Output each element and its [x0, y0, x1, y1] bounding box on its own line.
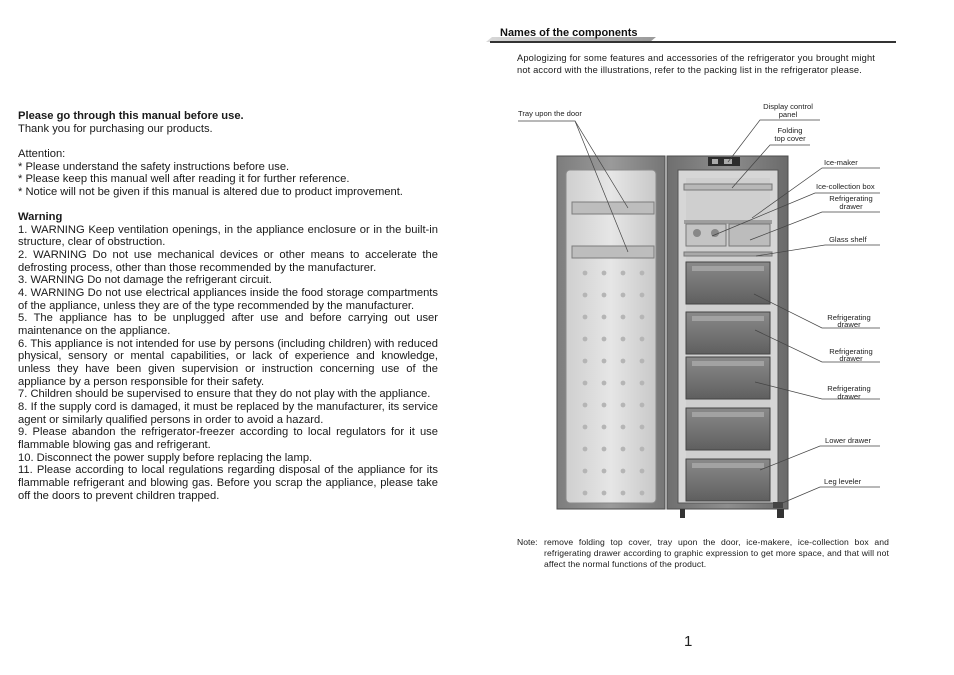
- apology-text: Apologizing for some features and accessories of the refrigerator you brought might not accord with the illustrations, refer to the packing list in the refrigerator please.: [517, 53, 875, 76]
- drawer-handle: [692, 361, 764, 366]
- door-liner-dot: [602, 293, 607, 298]
- label-refrig-drawer-4-line2: drawer: [837, 392, 861, 401]
- door-liner-dot: [583, 337, 588, 342]
- warning-item: 1. WARNING Keep ventilation openings, in the appliance enclosure or in the built-in structure, clear of obstruction.: [18, 223, 438, 249]
- door-liner-dot: [602, 359, 607, 364]
- door-liner-dot: [602, 337, 607, 342]
- drawer-handle: [692, 266, 764, 271]
- door-liner-dot: [621, 359, 626, 364]
- door-liner-dot: [621, 271, 626, 276]
- attention-item: * Notice will not be given if this manual is altered due to product improvement.: [18, 185, 403, 198]
- label-folding-line2: top cover: [774, 134, 806, 143]
- door-liner-dot: [640, 315, 645, 320]
- label-display-panel-line1: Display control: [763, 102, 813, 111]
- door-liner-dot: [583, 293, 588, 298]
- door-liner-dot: [621, 469, 626, 474]
- door-liner-dot: [640, 447, 645, 452]
- label-lower-drawer: Lower drawer: [825, 436, 872, 445]
- warning-item: 8. If the supply cord is damaged, it must be replaced by the manufacturer, its service agent or similarly qualified persons in order to avoid a hazard.: [18, 400, 438, 426]
- door-liner-dot: [602, 381, 607, 386]
- note-block: [517, 537, 889, 569]
- door-liner-dot: [583, 271, 588, 276]
- door-liner-dot: [621, 447, 626, 452]
- section-title: Names of the components: [500, 27, 638, 39]
- label-ice-maker: Ice-maker: [824, 158, 858, 167]
- note-text: remove folding top cover, tray upon the door, ice-makere, ice-collection box and refrigerating drawer according to graphic expression to get more space, and that will not affect the normal functions of the product.: [544, 537, 889, 569]
- warning-title: Warning: [18, 211, 63, 224]
- door-liner-dot: [640, 491, 645, 496]
- page-number: 1: [684, 633, 693, 650]
- attention-title: Attention:: [18, 147, 66, 160]
- door-liner-dot: [640, 403, 645, 408]
- label-refrig-drawer-3-line2: drawer: [839, 354, 863, 363]
- warning-item: 6. This appliance is not intended for use by persons (including children) with reduced physical, sensory or mental capabilities, or lack of experience and knowledge, unless they have been given supervision or instruction concerning use of the appliance by a person responsible for their safety.: [18, 337, 438, 388]
- door-liner-dot: [602, 469, 607, 474]
- door-liner-dot: [640, 359, 645, 364]
- door-liner-dot: [583, 447, 588, 452]
- warning-item: 7. Children should be supervised to ensure that they do not play with the appliance.: [18, 388, 431, 401]
- label-folding-line1: Folding: [777, 126, 803, 135]
- door-liner-dot: [583, 425, 588, 430]
- thanks-text: Thank you for purchasing our products.: [18, 122, 213, 135]
- door-liner-dot: [583, 359, 588, 364]
- warning-item: 10. Disconnect the power supply before replacing the lamp.: [18, 451, 313, 464]
- warning-item: 2. WARNING Do not use mechanical devices or other means to accelerate the defrosting process, other than those recommended by the manufacturer.: [18, 249, 438, 274]
- door-liner-dot: [640, 337, 645, 342]
- door-liner-dot: [602, 403, 607, 408]
- door-liner-dot: [640, 469, 645, 474]
- label-refrig-drawer-4-line1: Refrigerating: [827, 384, 871, 393]
- door-liner-dot: [602, 491, 607, 496]
- door-liner-dot: [621, 381, 626, 386]
- door-liner-dot: [602, 315, 607, 320]
- drawer-handle: [692, 316, 764, 321]
- door-liner-dot: [583, 315, 588, 320]
- label-refrig-drawer-1-line1: Refrigerating: [829, 194, 873, 203]
- label-refrig-drawer-1-line2: drawer: [839, 202, 863, 211]
- label-leg-leveler: Leg leveler: [824, 477, 862, 486]
- note-label: Note:: [517, 537, 538, 547]
- cabinet-drawers: [686, 262, 770, 501]
- label-glass-shelf: Glass shelf: [829, 235, 867, 244]
- warning-item: 11. Please according to local regulations regarding disposal of the appliance for its flammable refrigerant and blowing gas. Before you scrap the appliance, please take off the doors to prevent children trapped.: [18, 464, 438, 502]
- warning-item: 5. The appliance has to be unplugged after use and before carrying out user maintenance on the appliance.: [18, 312, 438, 338]
- door-liner-dot: [621, 403, 626, 408]
- door-liner-dot: [602, 425, 607, 430]
- door-liner-dot: [621, 425, 626, 430]
- door-liner-dot: [602, 447, 607, 452]
- label-ice-collection-box: Ice-collection box: [816, 182, 875, 191]
- door-liner-dot: [583, 403, 588, 408]
- warning-item: 4. WARNING Do not use electrical appliances inside the food storage compartments of the appliance, unless they are of the type recommended by the manufacturer.: [18, 287, 438, 312]
- door-liner-dot: [640, 381, 645, 386]
- drawer-handle: [692, 412, 764, 417]
- label-tray-upon-door: Tray upon the door: [518, 109, 582, 118]
- warning-item: 9. Please abandon the refrigerator-freezer according to local regulators for it use flammable blowing gas and refrigerant.: [18, 426, 438, 451]
- door-liner-dot: [621, 293, 626, 298]
- attention-item: * Please keep this manual well after reading it for further reference.: [18, 173, 350, 186]
- attention-item: * Please understand the safety instructions before use.: [18, 160, 290, 173]
- drawer-handle: [692, 463, 764, 468]
- label-refrig-drawer-3-line1: Refrigerating: [829, 347, 873, 356]
- door-liner-dot: [621, 491, 626, 496]
- door-liner-dot: [602, 271, 607, 276]
- door-liner-dot: [583, 469, 588, 474]
- door-liner-dot: [583, 491, 588, 496]
- warning-item: 3. WARNING Do not damage the refrigerant circuit.: [18, 274, 272, 287]
- door-liner-dot: [640, 271, 645, 276]
- label-refrig-drawer-2-line1: Refrigerating: [827, 313, 871, 322]
- label-refrig-drawer-2-line2: drawer: [837, 320, 861, 329]
- door-liner-dot: [583, 381, 588, 386]
- label-display-panel-line2: panel: [778, 110, 798, 119]
- intro-title: Please go through this manual before use.: [18, 110, 244, 122]
- door-liner-dot: [640, 425, 645, 430]
- fridge-door: [557, 156, 665, 509]
- door-liner-dot: [621, 315, 626, 320]
- door-liner-dot: [640, 293, 645, 298]
- door-liner-dot: [621, 337, 626, 342]
